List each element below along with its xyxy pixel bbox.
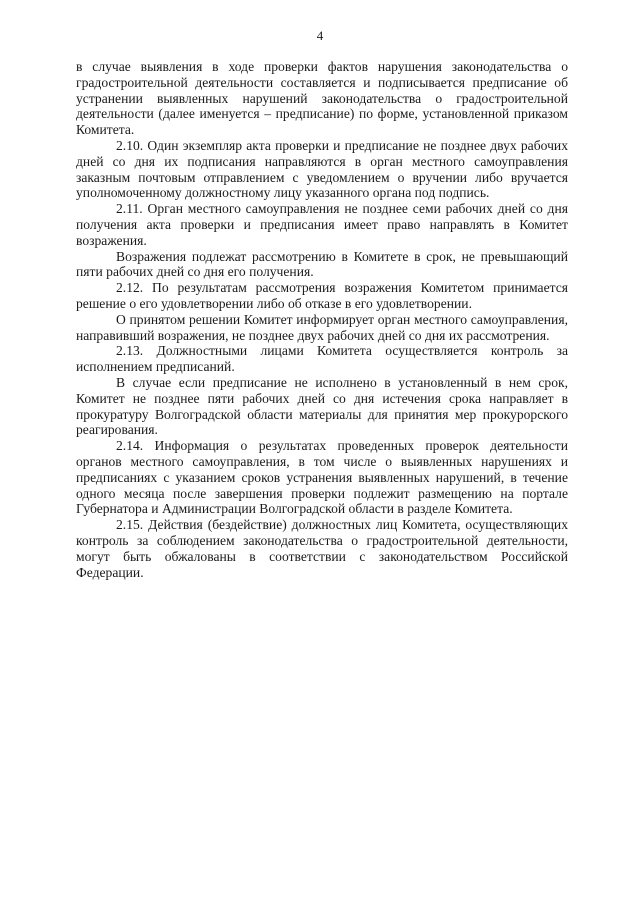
paragraph-2-13-nonfulfillment: В случае если предписание не исполнено в установленный в нем срок, Комитет не позднее пяти рабочих дней со дня истечения срока направляет в прокуратуру Волгоградской области материалы для принятия мер прокурорского реагирования. <box>76 374 568 438</box>
page-number: 4 <box>316 28 324 43</box>
paragraph-2-15: 2.15. Действия (бездействие) должностных лиц Комитета, осуществляющих контроль за соблюдением законодательства о градостроительной деятельности, могут быть обжалованы в соответствии с законодательством Российской Федерации. <box>76 517 568 580</box>
paragraph-2-11-objections: Возражения подлежат рассмотрению в Комитете в срок, не превышающий пяти рабочих дней со дня его получения. <box>76 248 568 280</box>
paragraph-2-11: 2.11. Орган местного самоуправления не позднее семи рабочих дней со дня получения акта проверки и предписания имеет право направлять в Комитет возражения. <box>76 201 568 248</box>
paragraph-2-13: 2.13. Должностными лицами Комитета осуществляется контроль за исполнением предписаний. <box>76 343 568 375</box>
paragraph-2-10: 2.10. Один экземпляр акта проверки и предписание не позднее двух рабочих дней со дня их подписания направляются в орган местного самоуправления заказным почтовым отправлением с уведомлением о вручении либо вручается уполномоченному должностному лицу указанного органа под подпись. <box>76 137 568 201</box>
paragraph-2-12: 2.12. По результатам рассмотрения возражения Комитетом принимается решение о его удовлетворении либо об отказе в его удовлетворении. <box>76 280 568 311</box>
paragraph-2-12-decision: О принятом решении Комитет информирует орган местного самоуправления, направивший возражения, не позднее двух рабочих дней со дня их рассмотрения. <box>76 311 568 343</box>
document-body <box>76 59 568 580</box>
paragraph-2-14: 2.14. Информация о результатах проведенных проверок деятельности органов местного самоуправления, в том числе о выявленных нарушениях и предписаниях с указанием сроков устранения выявленных нарушений, в течение одного месяца после завершения проверки подлежит размещению на портале Губернатора и Администрации Волгоградской области в разделе Комитета. <box>76 438 568 517</box>
paragraph-continuation: в случае выявления в ходе проверки фактов нарушения законодательства о градостроительной деятельности составляется и подписывается предписание об устранении выявленных нарушений законодательства о градостроительной деятельности (далее именуется – предписание) по форме, установленной приказом Комитета. <box>76 59 568 138</box>
